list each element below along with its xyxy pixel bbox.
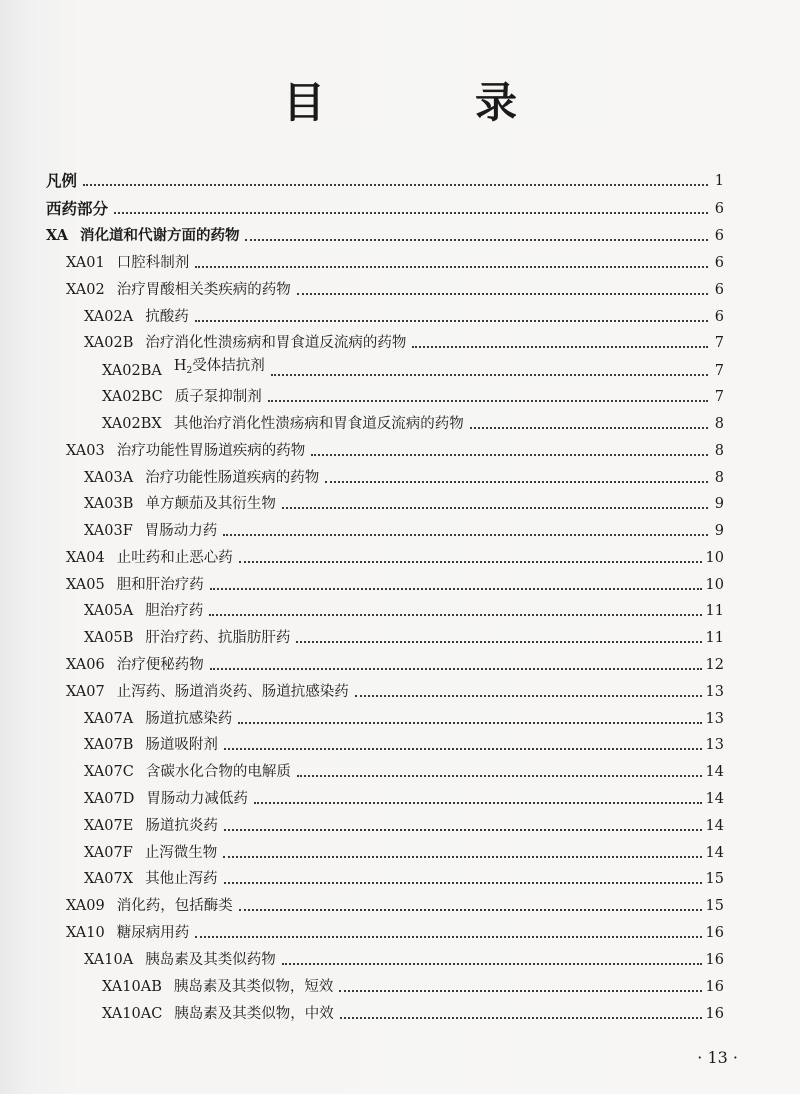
toc-entry-code: XA07B <box>84 737 134 753</box>
dot-leader <box>209 614 701 616</box>
toc-entry-title: 消化药，包括酶类 <box>116 898 233 914</box>
toc-entry-page: 13 <box>705 737 724 753</box>
toc-entry-title: 治疗功能性肠道疾病的药物 <box>145 470 320 486</box>
toc-entry <box>46 225 724 247</box>
toc-entry-code: XA05A <box>84 603 134 619</box>
toc-entry-title: 糖尿病用药 <box>116 925 190 941</box>
toc-entry <box>84 467 724 489</box>
toc-entry-code: XA01 <box>66 255 105 271</box>
toc-entry <box>66 252 724 274</box>
toc-entry <box>84 815 724 837</box>
toc-entry-page: 6 <box>714 228 724 244</box>
toc-entry-code: XA02B <box>84 335 134 351</box>
toc-entry-page: 14 <box>705 845 724 861</box>
toc-entry-title: 消化道和代谢方面的药物 <box>79 227 240 244</box>
dot-leader <box>254 802 702 804</box>
toc-entry-page: 6 <box>714 201 724 217</box>
toc-entry <box>66 440 724 462</box>
toc-entry-code: XA03A <box>84 470 134 486</box>
toc-entry-title: 肠道抗感染药 <box>145 711 233 727</box>
toc-entry-code: XA05B <box>84 630 134 646</box>
toc-entry-code: XA05 <box>66 577 105 593</box>
dot-leader <box>297 293 708 295</box>
toc-entry-page: 11 <box>705 630 724 646</box>
toc-entry <box>84 788 724 810</box>
toc-entry-page: 6 <box>714 282 724 298</box>
toc-entry-title-prefix: H <box>173 358 187 374</box>
toc-entry-page: 8 <box>714 443 724 459</box>
dot-leader <box>210 668 702 670</box>
dot-leader <box>195 936 701 938</box>
toc-entry-title: 含碳水化合物的电解质 <box>145 764 291 780</box>
dot-leader <box>114 212 708 214</box>
toc-entry-page: 9 <box>714 523 724 539</box>
toc-entry-code: XA02 <box>66 282 105 298</box>
dot-leader <box>195 266 708 268</box>
toc-entry-code: XA10A <box>84 952 134 968</box>
toc-entry-code: XA03F <box>84 523 133 539</box>
toc-entry-title-subscript: 2 <box>186 366 193 376</box>
dot-leader <box>224 748 702 750</box>
toc-entry-title: 止泻药、肠道消炎药、肠道抗感染药 <box>116 684 349 700</box>
dot-leader <box>238 722 701 724</box>
dot-leader <box>282 963 702 965</box>
toc-entry-title: 质子泵抑制剂 <box>174 389 262 405</box>
toc-entry-code: XA10AC <box>102 1006 163 1022</box>
toc-entry <box>66 547 724 569</box>
toc-entry-page: 14 <box>705 764 724 780</box>
toc-entry-title: 凡例 <box>46 171 78 190</box>
toc-entry <box>84 306 724 328</box>
toc-entry-title: 胆治疗药 <box>145 603 204 619</box>
toc-entry-page: 8 <box>714 470 724 486</box>
toc-entry-page: 7 <box>714 335 724 351</box>
toc-entry-page: 8 <box>714 416 724 432</box>
toc-entry-code: XA07C <box>84 764 134 780</box>
toc-entry-title: 胰岛素及其类似药物 <box>145 952 276 968</box>
toc-entry-title: 单方颠茄及其衍生物 <box>145 496 276 512</box>
dot-leader <box>223 534 708 536</box>
toc-entry-title: 胰岛素及其类似物，短效 <box>173 979 334 995</box>
dot-leader <box>210 588 702 590</box>
toc-entry-code: XA06 <box>66 657 105 673</box>
toc-entry-page: 16 <box>705 952 724 968</box>
toc-entry-title: 胆和肝治疗药 <box>116 577 204 593</box>
toc-entry <box>102 413 724 435</box>
toc-entry-page: 12 <box>705 657 724 673</box>
toc-entry-title: 西药部分 <box>46 199 109 218</box>
toc-entry-page: 13 <box>705 711 724 727</box>
toc-entry-title-text: 受体拮抗剂 <box>192 358 265 374</box>
toc-entry-title: 肠道抗炎药 <box>145 818 218 834</box>
toc-entry-title: 治疗功能性胃肠道疾病的药物 <box>116 443 306 459</box>
toc-entry-title: 治疗胃酸相关类疾病的药物 <box>116 282 291 298</box>
toc-entry-code: XA07D <box>84 791 135 807</box>
toc-entry-title: 其他止泻药 <box>145 871 218 887</box>
toc-entry <box>84 842 724 864</box>
toc-entry-code: XA <box>46 227 68 244</box>
toc-entry <box>84 600 724 622</box>
toc-entry-title: 胰岛素及其类似物，中效 <box>174 1006 334 1022</box>
toc-entry-code: XA07 <box>66 684 105 700</box>
toc-entry <box>46 170 724 192</box>
toc-entry <box>84 708 724 730</box>
toc-entry <box>102 976 724 998</box>
toc-entry-page: 10 <box>705 577 724 593</box>
toc-entry-page: 15 <box>705 898 724 914</box>
toc-entry <box>84 761 724 783</box>
dot-leader <box>340 1017 702 1019</box>
toc-entry-title: 止泻微生物 <box>144 845 218 861</box>
toc-entry-page: 14 <box>705 791 724 807</box>
toc-entry <box>102 386 724 408</box>
dot-leader <box>245 239 708 241</box>
toc-entry <box>102 1003 724 1025</box>
toc-entry-page: 14 <box>705 818 724 834</box>
toc-entry-title: 口腔科制剂 <box>116 255 190 271</box>
toc-entry-page: 1 <box>714 173 724 189</box>
toc-entry <box>84 520 724 542</box>
toc-entry <box>84 493 724 515</box>
dot-leader <box>412 346 708 348</box>
dot-leader <box>224 882 702 884</box>
toc-entry-page: 15 <box>705 871 724 887</box>
toc-entry-page: 16 <box>705 1006 724 1022</box>
toc-entry-page: 11 <box>705 603 724 619</box>
toc-entry-code: XA10 <box>66 925 105 941</box>
toc-entry-code: XA07F <box>84 845 133 861</box>
toc-entry <box>84 332 724 354</box>
dot-leader <box>282 507 708 509</box>
dot-leader <box>296 641 701 643</box>
toc-entry-title: 止吐药和止恶心药 <box>116 550 233 566</box>
toc-entry-code: XA07X <box>84 871 134 887</box>
dot-leader <box>223 856 701 858</box>
dot-leader <box>339 990 701 992</box>
toc-entry <box>102 360 724 382</box>
toc-entry-title: 肠道吸附剂 <box>145 737 218 753</box>
dot-leader <box>195 320 708 322</box>
toc-entry-page: 16 <box>705 979 724 995</box>
dot-leader <box>239 909 702 911</box>
toc-entry-title: 其他治疗消化性溃疡病和胃食道反流病的药物 <box>173 416 464 432</box>
toc-entry-code: XA03 <box>66 443 105 459</box>
toc-entry-page: 6 <box>714 255 724 271</box>
toc-entry <box>84 868 724 890</box>
toc-entry-title: 肝治疗药、抗脂肪肝药 <box>145 630 291 646</box>
toc-entry <box>66 681 724 703</box>
toc-entry <box>66 279 724 301</box>
toc-entry <box>66 654 724 676</box>
toc-entry-page: 16 <box>705 925 724 941</box>
page-number: · 13 · <box>697 1048 738 1067</box>
toc-entry-page: 7 <box>714 363 724 379</box>
toc-entry <box>66 574 724 596</box>
toc-entry-code: XA02BC <box>102 389 163 405</box>
dot-leader <box>271 374 708 376</box>
dot-leader <box>297 775 702 777</box>
dot-leader <box>239 561 702 563</box>
toc-entry-code: XA09 <box>66 898 105 914</box>
toc-entry-code: XA07A <box>84 711 134 727</box>
dot-leader <box>268 400 708 402</box>
dot-leader <box>325 481 708 483</box>
dot-leader <box>470 427 708 429</box>
toc-entry-code: XA07E <box>84 818 134 834</box>
toc-entry <box>84 627 724 649</box>
toc-entry <box>66 922 724 944</box>
toc-entry <box>84 734 724 756</box>
toc-entry-page: 6 <box>714 309 724 325</box>
page-title: 目 录 <box>282 78 571 127</box>
toc-entry-page: 7 <box>714 389 724 405</box>
toc-entry <box>46 198 724 220</box>
dot-leader <box>83 184 708 186</box>
toc-entry-page: 13 <box>705 684 724 700</box>
toc-entry-page: 9 <box>714 496 724 512</box>
toc-entry-title: 治疗便秘药物 <box>116 657 204 673</box>
toc-entry-code: XA04 <box>66 550 105 566</box>
toc-entry <box>66 895 724 917</box>
dot-leader <box>224 829 702 831</box>
toc-entry-title: 抗酸药 <box>145 309 189 325</box>
dot-leader <box>355 695 702 697</box>
toc-entry-code: XA02A <box>84 309 134 325</box>
toc-entry-code: XA10AB <box>102 979 162 995</box>
toc-entry-title: 胃肠动力减低药 <box>146 791 248 807</box>
toc-entry-code: XA02BX <box>102 416 162 432</box>
toc-entry-title <box>174 355 265 382</box>
toc-entry-title: 治疗消化性溃疡病和胃食道反流病的药物 <box>145 335 407 351</box>
toc-entry-code: XA03B <box>84 496 134 512</box>
toc-entry <box>84 949 724 971</box>
dot-leader <box>311 454 708 456</box>
toc-entry-title: 胃肠动力药 <box>144 523 218 539</box>
toc-entry-code: XA02BA <box>102 363 162 379</box>
toc-entry-page: 10 <box>705 550 724 566</box>
